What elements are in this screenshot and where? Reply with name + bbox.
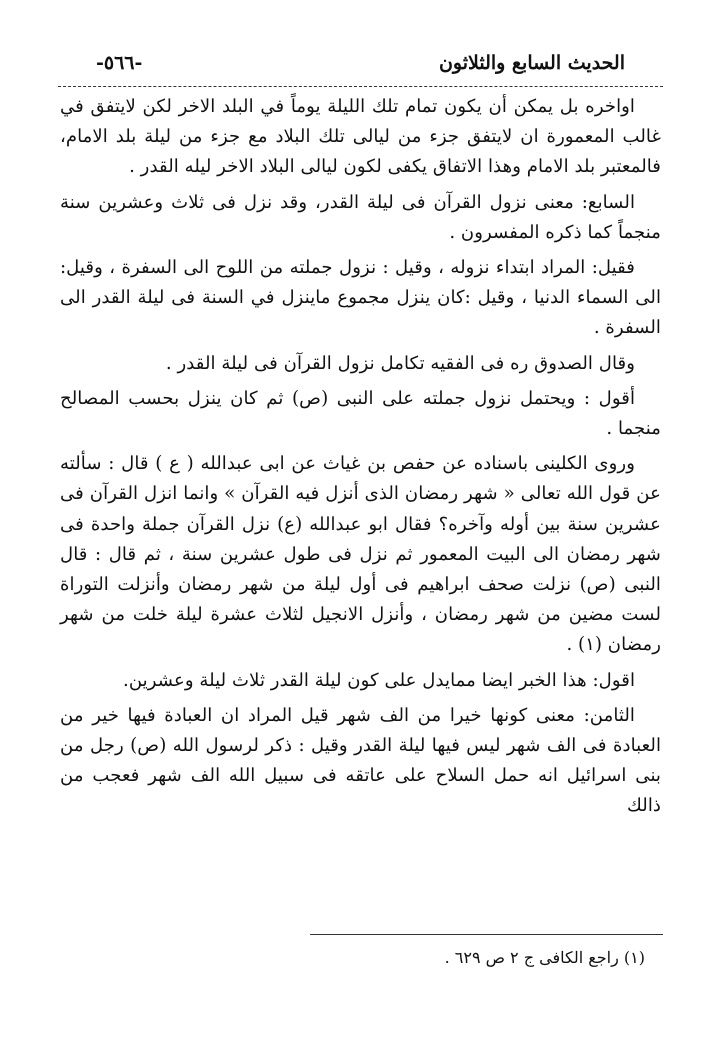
paragraph: وروى الكلينى باسناده عن حفص بن غياث عن ابى عبدالله ( ع ) قال : سألته عن قول الله تعالى « شهر رمضان الذى أنزل فيه القرآن » وانما انزل القرآن فى عشرين سنة بين أوله وآخره؟ فقال ابو عبدالله (ع) نزل القرآن جملة واحدة فى شهر رمضان الى البيت المعمور ثم نزل فى طول عشرين سنة ، ثم قال : قال النبى (ص) نزلت صحف ابراهيم فى أول ليلة من شهر رمضان وأنزلت التوراة لست مضين من شهر رمضان ، وأنزل الانجيل لثلاث عشرة ليلة خلت من شهر رمضان (١) . <box>60 453 661 656</box>
paragraph: السابع: معنى نزول القرآن فى ليلة القدر، وقد نزل فى ثلاث وعشرين سنة منجماً كما ذكره المفسرون . <box>60 191 661 243</box>
paragraph: وقال الصدوق ره فى الفقيه تكامل نزول القرآن فى ليلة القدر . <box>165 352 635 374</box>
main-text <box>60 92 661 827</box>
page-header <box>96 46 625 80</box>
page-number: -٥٦٦- <box>96 52 143 74</box>
paragraph: فقيل: المراد ابتداء نزوله ، وقيل : نزول جملته من اللوح الى السفرة ، وقيل: الى السماء الدنيا ، وقيل :كان ينزل مجموع ماينزل في السنة فى ليلة القدر الى السفرة . <box>60 257 661 339</box>
header-divider <box>58 86 663 87</box>
paragraph: الثامن: معنى كونها خيرا من الف شهر قيل المراد ان العبادة فيها خير من العبادة فى الف شهر ليس فيها ليلة القدر وقيل : ذكر لرسول الله (ص) رجل من بنى اسرائيل انه حمل السلاح على عاتقه فى سبيل الله الف شهر فعجب من ذالك <box>60 704 661 817</box>
paragraph: اواخره بل يمكن أن يكون تمام تلك الليلة يوماً في البلد الاخر لكن لايتفق في غالب المعمورة ان لايتفق جزء من ليالى تلك البلاد مع جزء من ليلة بلد الامام، فالمعتبر بلد الامام وهذا الاتفاق يكفى لكون ليالى البلاد الاخر ليله القدر . <box>60 96 661 178</box>
paragraph: اقول: هذا الخبر ايضا ممايدل على كون ليلة القدر ثلاث ليلة وعشرين. <box>123 669 635 691</box>
paragraph: أقول : ويحتمل نزول جملته على النبى (ص) ثم كان ينزل بحسب المصالح منجما . <box>60 387 661 440</box>
footnote: (١) راجع الكافى ج ٢ ص ٦٢٩ . <box>444 948 645 967</box>
page-title: الحديث السابع والثلاثون <box>438 52 625 74</box>
footnote-divider <box>310 934 663 935</box>
